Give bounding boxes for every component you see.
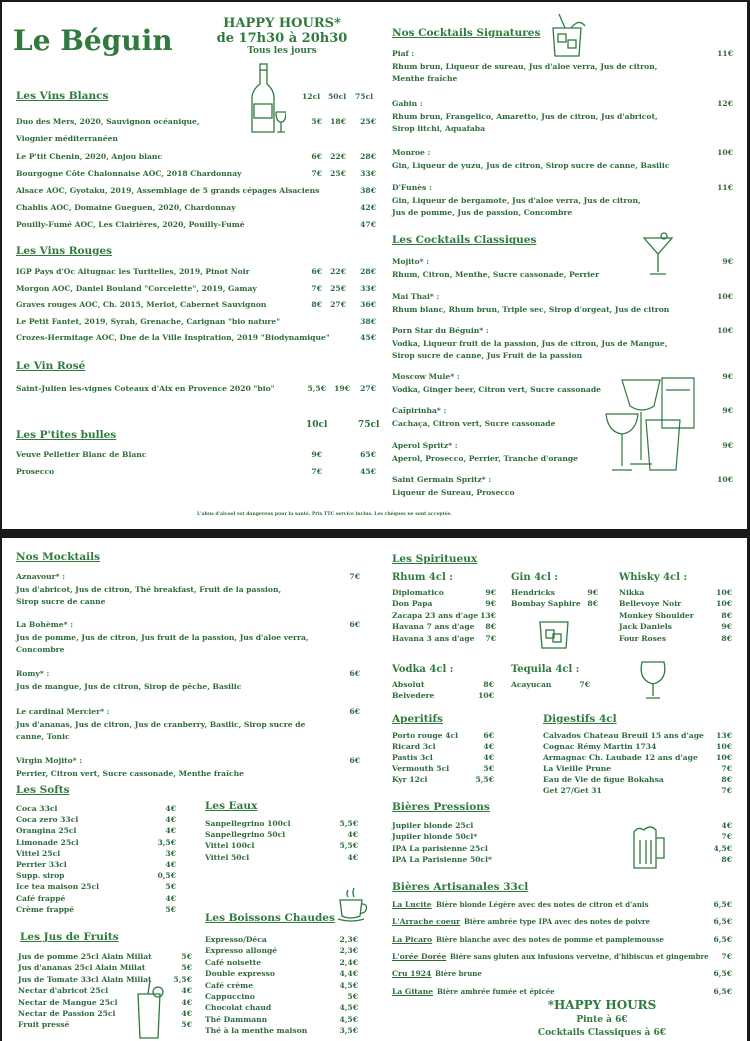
hot-drink-price: 4,5€ (339, 1003, 358, 1013)
gin-title: Gin 4cl : (511, 572, 559, 583)
rose-name: Saint-Julien les-vignes Coteaux d'Aix en Provence 2020 "bio" (16, 384, 275, 393)
coffee-cup-icon (334, 886, 370, 924)
mocktail-desc: Jus de pomme, Jus de citron, Jus fruit de la passion, Jus d'aloe verra, (16, 633, 309, 642)
digestif-name: La Vieille Prune (543, 764, 612, 773)
hot-drink-price: 3,5€ (339, 1026, 358, 1036)
section-softs: Les Softs (16, 784, 70, 796)
juice-price: 5€ (181, 952, 192, 961)
wine-name: Duo des Mers, 2020, Sauvignon océanique, (16, 117, 200, 126)
menu-page-drinks (2, 2, 747, 529)
wine-price-50: 25€ (330, 169, 346, 178)
juice-name: Nectar de Mangue 25cl (18, 997, 118, 1007)
soft-price: 4€ (165, 893, 176, 903)
hot-drink-price: 4,5€ (339, 980, 358, 990)
juice-price: 4€ (181, 997, 192, 1007)
cocktail-desc: Vodka, Ginger beer, Citron vert, Sucre cassonade (392, 385, 601, 394)
cocktail-desc: Gin, Liqueur de bergamote, Jus d'aloe verra, Jus de citron, (392, 196, 641, 205)
soft-name: Ice tea maison 25cl (16, 882, 99, 892)
wine-price-75: 38€ (360, 186, 376, 195)
craft-beer-name: L'Arrache coeur (392, 917, 461, 927)
rhum-name: Zacapa 23 ans d'age (392, 610, 479, 620)
happy-hours-days: Tous les jours (247, 46, 317, 56)
craft-beer-name: La Lucite (392, 900, 432, 909)
mocktail-name: Virgin Mojito* : (16, 756, 83, 765)
beer-mug-icon (630, 824, 670, 872)
wine-name: Pouilly-Fumé AOC, Les Clairières, 2020, Pouilly-Fumé (16, 220, 245, 229)
cocktail-glasses-illustration (602, 370, 702, 478)
col-75cl-bulles: 75cl (358, 420, 380, 430)
cocktail-desc: Aperol, Prosecco, Perrier, Tranche d'orange (392, 454, 578, 463)
soft-price: 4€ (165, 815, 176, 825)
craft-beer-desc: Bière blanche avec des notes de pomme et pamplemousse (436, 934, 664, 944)
rhum-name: Diplomatico (392, 588, 444, 597)
col-50cl: 50cl (328, 92, 347, 101)
rhum-price: 9€ (485, 599, 496, 609)
digestif-name: Calvados Chateau Breuil 15 ans d'age (543, 731, 704, 740)
rhum-price: 9€ (485, 588, 496, 597)
mocktail-desc: Perrier, Citron vert, Sucre cassonade, Menthe fraîche (16, 769, 244, 778)
mocktail-name: Romy* : (16, 669, 50, 678)
cocktail-desc: Rhum blanc, Rhum brun, Triple sec, Sirop d'orgeat, Jus de citron (392, 305, 670, 314)
gin-price: 8€ (587, 599, 598, 609)
gin-name: Hendricks (511, 588, 555, 597)
digestif-name: Armagnac Ch. Laubade 12 ans d'age (543, 753, 698, 762)
wine-price-12: 6€ (311, 152, 322, 161)
soft-name: Café frappé (16, 893, 66, 903)
rose-price-12: 5,5€ (307, 384, 326, 393)
eau-name: Vittel 50cl (205, 852, 250, 862)
cocktail-desc: Rhum, Citron, Menthe, Sucre cassonade, Perrier (392, 270, 600, 279)
cocktail-desc: Sirop litchi, Aquafaba (392, 124, 486, 133)
wine-price-75: 33€ (360, 284, 376, 293)
cocktail-name: Aperol Spritz* : (392, 441, 458, 450)
cocktail-price: 10€ (717, 475, 733, 484)
aperitif-name: Porto rouge 4cl (392, 731, 458, 740)
digestif-price: 13€ (716, 731, 732, 740)
wine-name: Graves rouges AOC, Ch. 2015, Merlot, Cabernet Sauvignon (16, 300, 267, 309)
wine-name: Chablis AOC, Domaine Gueguen, 2020, Chardonnay (16, 203, 236, 212)
beer-price: 4€ (721, 821, 732, 830)
soft-name: Vittel 25cl (16, 848, 61, 858)
eau-name: Vittel 100cl (205, 841, 255, 851)
soft-price: 3,5€ (157, 837, 176, 847)
cocktail-price: 9€ (722, 372, 733, 381)
mocktail-price: 6€ (349, 707, 360, 716)
mocktail-desc: Sirop sucre de canne (16, 597, 106, 606)
rhum-name: Havana 7 ans d'age (392, 622, 475, 632)
craft-beer-price: 6,5€ (713, 969, 732, 979)
section-bulles: Les P'tites bulles (16, 429, 117, 441)
cocktail-name: Saint Germain Spritz* : (392, 475, 492, 484)
rhum-price: 13€ (480, 610, 496, 620)
col-10cl: 10cl (306, 420, 328, 430)
whisky-price: 8€ (721, 633, 732, 643)
mocktail-desc: Concombre (16, 645, 65, 654)
whisky-glass-icon (537, 618, 571, 652)
bulles-price-10: 7€ (311, 467, 322, 476)
cocktail-desc: Vodka, Liqueur fruit de la passion, Jus de citron, Jus de Mangue, (392, 339, 668, 348)
tequila-price: 7€ (579, 680, 590, 689)
hot-drink-name: Café noisette (205, 957, 262, 967)
cocktail-name: Porn Star du Béguin* : (392, 326, 489, 335)
cocktail-desc: Liqueur de Sureau, Prosecco (392, 488, 515, 497)
cocktail-price: 9€ (722, 257, 733, 266)
wine-name: Crozes-Hermitage AOC, Dne de la Ville Inspiration, 2019 "Biodynamique" (16, 333, 330, 342)
section-vins-blancs: Les Vins Blancs (16, 90, 109, 102)
aperitif-price: 5€ (483, 764, 494, 773)
martini-glass-icon (642, 232, 674, 276)
soft-price: 4€ (165, 804, 176, 813)
whisky-name: Jack Daniels (619, 622, 672, 632)
cocktail-desc: Cachaça, Citron vert, Sucre cassonade (392, 419, 556, 428)
digestif-price: 10€ (716, 753, 732, 762)
vodka-title: Vodka 4cl : (392, 664, 454, 675)
wine-price-50: 25€ (330, 284, 346, 293)
beer-name: IPA La Parisienne 50cl* (392, 855, 493, 865)
vodka-name: Belvedere (392, 691, 435, 701)
cocktail-glass-ice-icon (545, 10, 589, 58)
juice-price: 5,5€ (173, 974, 192, 984)
beer-name: IPA La parisienne 25cl (392, 843, 488, 853)
rhum-title: Rhum 4cl : (392, 572, 453, 583)
aperitif-price: 6€ (483, 731, 494, 740)
cocktail-name: Moscow Mule* : (392, 372, 460, 381)
soft-price: 4€ (165, 860, 176, 869)
wine-price-50: 18€ (330, 117, 346, 126)
section-cocktails-classiques: Les Cocktails Classiques (392, 234, 537, 246)
section-mocktails: Nos Mocktails (16, 551, 101, 563)
mocktail-price: 6€ (349, 756, 360, 765)
juice-price: 4€ (181, 986, 192, 996)
happy-hours-title: HAPPY HOURS* (223, 16, 341, 31)
soft-price: 3€ (165, 848, 176, 858)
wine-name: Bourgogne Côte Chalonnaise AOC, 2018 Chardonnay (16, 169, 242, 178)
craft-beer-desc: Bière brune (435, 969, 482, 979)
aperitif-name: Vermouth 5cl (392, 764, 450, 773)
beer-name: Jupiler blonde 50cl* (392, 832, 478, 842)
juice-name: Jus de pomme 25cl Alain Millat (18, 952, 152, 961)
hot-drink-name: Cappuccino (205, 992, 255, 1001)
craft-beer-desc: Bière ambrée type IPA avec des notes de poivre (464, 917, 650, 927)
hot-drink-price: 2,4€ (339, 957, 358, 967)
hh-footer-cocktails: Cocktails Classiques à 6€ (537, 1028, 667, 1038)
wine-price-12: 5€ (311, 117, 322, 126)
mocktail-price: 6€ (349, 669, 360, 678)
vodka-name: Absolut (392, 680, 425, 689)
wine-price-12: 8€ (311, 300, 322, 309)
wine-name: Morgon AOC, Daniel Bouland "Corcelette", 2019, Gamay (16, 284, 257, 293)
mocktail-name: Le cardinal Mercier* : (16, 707, 110, 716)
soft-price: 5€ (165, 882, 176, 892)
section-eaux: Les Eaux (205, 800, 258, 812)
craft-beer-price: 6,5€ (713, 934, 732, 944)
section-digestifs: Digestifs 4cl (543, 713, 617, 725)
cocktail-name: Piaf : (392, 49, 415, 58)
cocktail-price: 12€ (717, 99, 733, 108)
craft-beer-name: La Gitane (392, 986, 434, 996)
soft-name: Supp. sirop (16, 871, 65, 881)
hot-drink-price: 2,3€ (339, 935, 358, 944)
cocktail-price: 9€ (722, 406, 733, 415)
digestif-name: Cognac Rémy Martin 1734 (543, 742, 657, 751)
cocktail-price: 10€ (717, 292, 733, 301)
cocktail-name: Monroe : (392, 148, 431, 157)
aperitif-name: Kyr 12cl (392, 775, 428, 784)
mocktail-desc: Jus d'ananas, Jus de citron, Jus de cranberry, Basilic, Sirop sucre de (16, 720, 306, 729)
mocktail-name: La Bohème* : (16, 620, 74, 629)
wine-price-75: 28€ (360, 267, 376, 276)
soft-price: 5€ (165, 904, 176, 914)
craft-beer-name: La Picaro (392, 934, 433, 944)
cocktail-desc: Jus de pomme, Jus de passion, Concombre (392, 208, 573, 217)
juice-name: Nectar de Passion 25cl (18, 1009, 116, 1018)
beer-name: Jupiler blonde 25cl (392, 821, 474, 830)
craft-beer-name: L'orée Dorée (392, 951, 447, 961)
juice-price: 5€ (181, 963, 192, 973)
menu-page-softs-spirits (2, 538, 747, 1041)
digestif-name: Eau de Vie de figue Bokahsa (543, 775, 664, 784)
col-75cl: 75cl (355, 92, 374, 101)
wine-name-cont: Viognier méditerranéen (16, 134, 118, 143)
cocktail-desc: Gin, Liqueur de yuzu, Jus de citron, Sirop sucre de canne, Basilic (392, 161, 670, 170)
cocktail-price: 11€ (717, 183, 733, 192)
craft-beer-price: 6,5€ (713, 917, 732, 927)
hot-drink-name: Café crème (205, 980, 254, 990)
hot-drink-price: 2,3€ (339, 946, 358, 956)
eau-price: 4€ (347, 830, 358, 840)
cocktail-desc: Sirop sucre de canne, Jus Fruit de la passion (392, 351, 583, 360)
mocktail-desc: Jus de mangue, Jus de citron, Sirop de pêche, Basilic (16, 682, 242, 691)
wine-name: Le Petit Fantet, 2019, Syrah, Grenache, Carignan "bio nature" (16, 317, 281, 326)
hot-drink-price: 5€ (347, 992, 358, 1001)
hh-footer-pinte: Pinte à 6€ (576, 1015, 628, 1025)
section-jus-de-fruits: Les Jus de Fruits (20, 931, 119, 943)
cocktail-price: 10€ (717, 148, 733, 157)
wine-price-75: 45€ (360, 333, 376, 342)
cocktail-price: 9€ (722, 441, 733, 450)
col-12cl: 12cl (302, 92, 321, 101)
section-bieres-pressions: Bières Pressions (392, 801, 490, 813)
whisky-name: Bellevoye Noir (619, 599, 682, 609)
cocktail-desc: Rhum brun, Liqueur de sureau, Jus d'aloe verra, Jus de citron, (392, 62, 658, 71)
soft-name: Crème frappé (16, 904, 75, 914)
eau-price: 5,5€ (339, 841, 358, 851)
hot-drink-name: Chocolat chaud (205, 1003, 272, 1013)
juice-price: 5€ (181, 1020, 192, 1030)
bulles-price-75: 45€ (360, 467, 376, 476)
digestif-name: Get 27/Get 31 (543, 786, 602, 795)
cocktail-name: Mojito* : (392, 257, 430, 266)
wine-price-75: 28€ (360, 152, 376, 161)
digestif-price: 8€ (721, 775, 732, 784)
hh-footer-title: *HAPPY HOURS (547, 998, 657, 1012)
mocktail-desc: canne, Tonic (16, 732, 70, 741)
wine-price-50: 22€ (330, 267, 346, 276)
soft-price: 4€ (165, 826, 176, 836)
craft-beer-name: Cru 1924 (392, 969, 432, 979)
wine-price-75: 38€ (360, 317, 376, 326)
cocktail-name: Gabin : (392, 99, 423, 108)
tequila-name: Acayucan (511, 680, 552, 689)
wine-price-75: 47€ (360, 220, 376, 229)
mocktail-name: Aznavour* : (16, 572, 66, 581)
section-spiritueux: Les Spiritueux (392, 553, 478, 565)
whisky-name: Four Roses (619, 633, 666, 643)
whisky-price: 9€ (721, 622, 732, 632)
bulles-price-75: 65€ (360, 450, 376, 459)
aperitif-name: Pastis 3cl (392, 753, 433, 762)
wine-price-75: 25€ (360, 117, 376, 126)
vodka-price: 10€ (478, 691, 494, 701)
beer-price: 4,5€ (713, 843, 732, 853)
rhum-name: Don Papa (392, 599, 433, 609)
rhum-name: Havana 3 ans d'age (392, 633, 475, 643)
beer-price: 8€ (721, 855, 732, 865)
section-boissons-chaudes: Les Boissons Chaudes (205, 912, 335, 924)
aperitif-name: Ricard 3cl (392, 742, 436, 751)
soft-price: 0,5€ (157, 871, 176, 881)
section-bieres-artisanales: Bières Artisanales 33cl (392, 881, 529, 893)
mocktail-price: 7€ (349, 572, 360, 581)
happy-hours-time: de 17h30 à 20h30 (216, 31, 348, 46)
hot-drink-name: Expresso/Déca (205, 935, 267, 944)
juice-price: 4€ (181, 1009, 192, 1018)
gin-name: Bombay Saphire (511, 599, 581, 609)
soft-name: Limonade 25cl (16, 837, 79, 847)
eau-price: 5,5€ (339, 819, 358, 828)
wine-bottle-icon (246, 62, 286, 136)
eau-name: Sanpellegrino 50cl (205, 830, 286, 840)
bulles-name: Prosecco (16, 467, 55, 476)
whisky-title: Whisky 4cl : (619, 572, 688, 583)
juice-name: Jus de Tomate 33cl Alain Millat (18, 974, 152, 984)
cocktail-price: 10€ (717, 326, 733, 335)
rose-price-75: 27€ (360, 384, 376, 393)
mocktail-price: 6€ (349, 620, 360, 629)
cocktail-desc: Rhum brun, Frangelico, Amaretto, Jus de citron, Jus d'abricot, (392, 112, 658, 121)
cocktail-name: Mai Thai* : (392, 292, 440, 301)
happy-hours-header (207, 16, 357, 56)
wine-price-75: 36€ (360, 300, 376, 309)
hot-drink-price: 4,4€ (339, 969, 358, 979)
hot-drink-name: Expresso allongé (205, 946, 278, 956)
hot-drink-name: Double expresso (205, 969, 275, 979)
wine-name: Le P'tit Chenin, 2020, Anjou blanc (16, 152, 163, 161)
vodka-price: 8€ (483, 680, 494, 689)
juice-name: Fruit pressé (18, 1020, 70, 1030)
whisky-price: 8€ (721, 610, 732, 620)
section-vins-rouges: Les Vins Rouges (16, 245, 113, 257)
hot-drink-name: Thé à la menthe maison (205, 1026, 308, 1036)
juice-name: Jus d'ananas 25cl Alain Millat (18, 963, 146, 973)
wine-name: IGP Pays d'Oc Altugnac les Turitelles, 2019, Pinot Noir (16, 267, 250, 276)
soft-name: Coca zero 33cl (16, 815, 79, 825)
aperitif-price: 5,5€ (475, 775, 494, 784)
rhum-price: 7€ (485, 633, 496, 643)
craft-beer-desc: Bière ambrée fumée et épicée (437, 986, 555, 996)
rhum-price: 8€ (485, 622, 496, 632)
cocktail-name: Caĩpirinha* : (392, 406, 447, 415)
brand-title: Le Béguin (13, 24, 173, 57)
craft-beer-price: 6,5€ (713, 900, 732, 909)
legal-footnote: L'abus d'alcool est dangereux pour la santé. Prix TTC service inclus. Les chèques ne sont acceptés. (197, 512, 452, 517)
whisky-name: Nikka (619, 588, 645, 597)
mocktail-desc: Jus d'abricot, Jus de citron, Thé breakfast, Fruit de la passion, (16, 585, 282, 594)
aperitif-price: 4€ (483, 753, 494, 762)
beer-price: 7€ (721, 832, 732, 842)
craft-beer-price: 7€ (721, 951, 732, 961)
wine-price-12: 7€ (311, 169, 322, 178)
whisky-price: 10€ (716, 599, 732, 609)
bulles-name: Veuve Pelletier Blanc de Blanc (16, 450, 147, 459)
juice-name: Nectar d'abricot 25cl (18, 986, 109, 996)
cognac-glass-icon (638, 658, 668, 700)
juice-glass-icon (132, 978, 166, 1040)
aperitif-price: 4€ (483, 742, 494, 751)
wine-name: Alsace AOC, Gyotaku, 2019, Assemblage de 5 grands cépages Alsaciens (16, 186, 320, 195)
rose-price-50: 19€ (334, 384, 350, 393)
whisky-price: 10€ (716, 588, 732, 597)
digestif-price: 7€ (721, 764, 732, 773)
cocktail-desc: Menthe fraîche (392, 74, 458, 83)
eau-name: Sanpellegrino 100cl (205, 819, 291, 828)
happy-hours-footer (502, 998, 702, 1038)
soft-name: Coca 33cl (16, 804, 58, 813)
tequila-title: Tequila 4cl : (511, 664, 580, 675)
wine-price-75: 33€ (360, 169, 376, 178)
hot-drink-name: Thé Dammann (205, 1014, 268, 1024)
wine-price-75: 42€ (360, 203, 376, 212)
section-aperitifs: Aperitifs (392, 713, 443, 725)
craft-beer-desc: Bière blonde Légère avec des notes de citron et d'anis (436, 900, 649, 909)
cocktail-price: 11€ (717, 49, 733, 58)
section-cocktails-signatures: Nos Cocktails Signatures (392, 27, 541, 39)
whisky-name: Monkey Shoulder (619, 610, 694, 620)
bulles-price-10: 9€ (311, 450, 322, 459)
digestif-price: 7€ (721, 786, 732, 795)
gin-price: 9€ (587, 588, 598, 597)
soft-name: Perrier 33cl (16, 860, 67, 869)
soft-name: Orangina 25cl (16, 826, 77, 836)
section-vin-rose: Le Vin Rosé (16, 360, 86, 372)
wine-price-12: 7€ (311, 284, 322, 293)
digestif-price: 10€ (716, 742, 732, 751)
craft-beer-desc: Bière sans gluten aux infusions verveine, d'hibiscus et gingembre (450, 951, 709, 961)
hot-drink-price: 4,5€ (339, 1014, 358, 1024)
cocktail-name: D'Funès : (392, 183, 432, 192)
wine-price-12: 6€ (311, 267, 322, 276)
wine-price-50: 22€ (330, 152, 346, 161)
wine-price-50: 27€ (330, 300, 346, 309)
eau-price: 4€ (347, 852, 358, 862)
craft-beer-price: 6,5€ (713, 986, 732, 996)
